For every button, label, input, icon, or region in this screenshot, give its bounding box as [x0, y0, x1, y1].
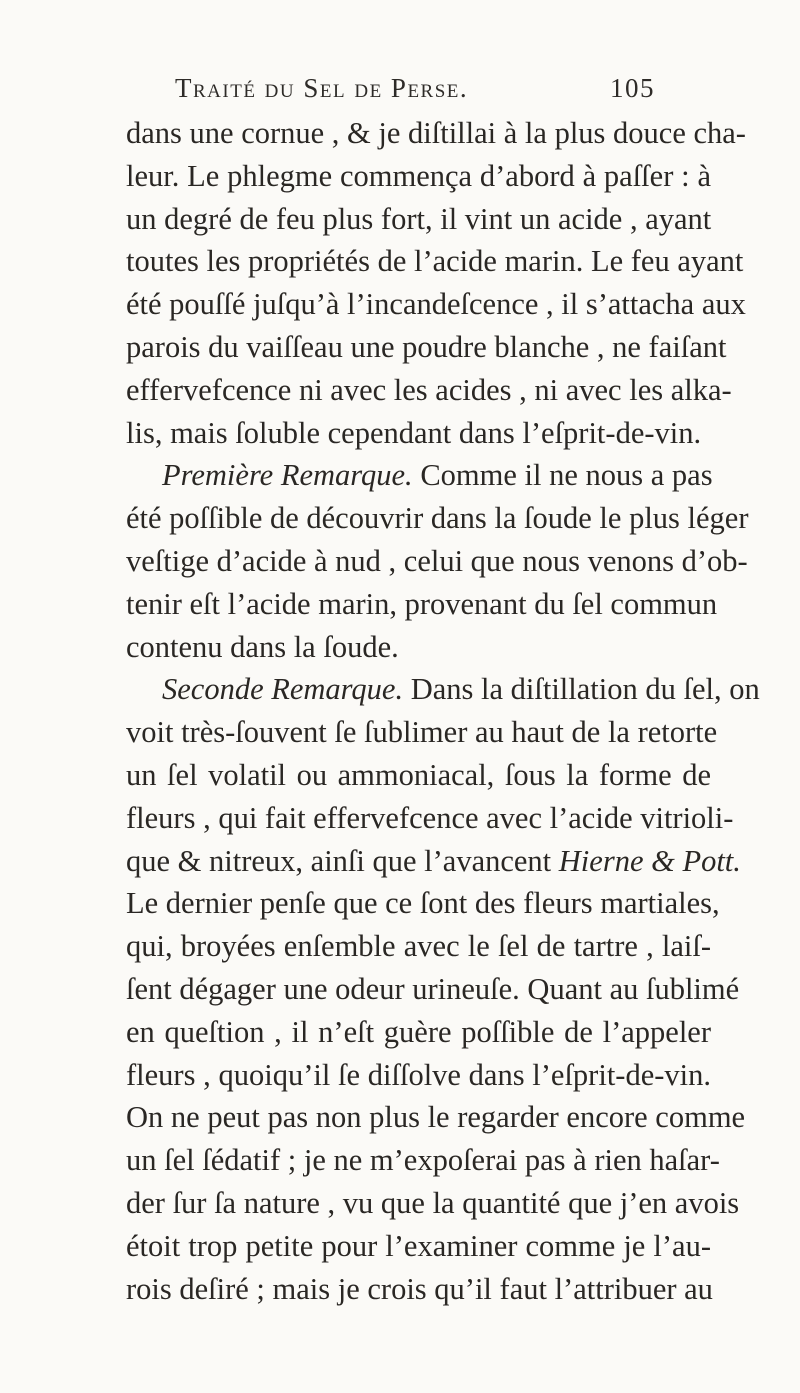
text-line: On ne peut pas non plus le regarder encore comme	[126, 1100, 746, 1135]
text-line: veſtige d’acide à nud , celui que nous venons d’ob-	[126, 543, 748, 578]
text-line: rois deſiré ; mais je crois qu’il faut l’attribuer au	[126, 1271, 713, 1306]
remark-heading-line	[126, 668, 760, 711]
running-title: Traité du Sel de Perse.	[175, 73, 469, 103]
text-line: der ſur ſa nature , vu que la quantité que j’en avois	[126, 1185, 740, 1220]
text-line: dans une cornue , & je diſtillai à la plus douce cha-	[126, 116, 746, 150]
page-number: 105	[610, 73, 655, 103]
text-line: un degré de feu plus fort, il vint un acide , ayant	[126, 201, 712, 236]
text-line: voit très-ſouvent ſe ſublimer au haut de la retorte	[126, 715, 718, 750]
text-line: Le dernier penſe que ce ſont des fleurs martiales,	[126, 886, 720, 921]
first-remark-label: Première Remarque.	[162, 458, 413, 493]
remark-heading-line	[126, 454, 711, 497]
text-line: été pouſſé juſqu’à l’incandeſcence , il s’attacha aux	[126, 287, 746, 322]
text-line: été poſſible de découvrir dans la ſoude le plus léger	[126, 501, 749, 536]
text-line: ſent dégager une odeur urineuſe. Quant au ſublimé	[126, 971, 740, 1006]
text-line: étoit trop petite pour l’examiner comme je l’au-	[126, 1228, 711, 1263]
text-line: fleurs , qui fait effervefcence avec l’acide vitrioli-	[126, 800, 734, 835]
first-remark-text: Comme il ne nous a pas	[412, 458, 713, 493]
text-line: un ſel ſédatif ; je ne m’expoſerai pas à rien haſar-	[126, 1143, 720, 1178]
text-segment: que & nitreux, ainſi que l’avancent	[126, 843, 552, 878]
text-line: contenu dans la ſoude.	[126, 629, 399, 664]
text-line: parois du vaiſſeau une poudre blanche , ne faiſant	[126, 329, 727, 364]
cited-authors: Hierne & Pott.	[558, 843, 741, 878]
second-remark-text: Dans la diſtillation du ſel, on	[403, 672, 760, 707]
running-header	[175, 72, 675, 104]
text-line: toutes les propriétés de l’acide marin. Le feu ayant	[126, 244, 744, 279]
text-line: lis, mais ſoluble cependant dans l’eſprit-de-vin.	[126, 415, 702, 450]
text-line: effervefcence ni avec les acides , ni avec les alka-	[126, 372, 732, 407]
text-line: en queſtion , il n’eſt guère poſſible de l’appeler	[126, 1014, 711, 1049]
text-line-with-authors	[126, 840, 741, 883]
text-line: fleurs , quoiqu’il ſe diſſolve dans l’eſprit-de-vin.	[126, 1057, 711, 1092]
text-line: leur. Le phlegme commença d’abord à paſſer : à	[126, 158, 711, 193]
text-line: un ſel volatil ou ammoniacal, ſous la forme de	[126, 757, 711, 792]
body-text	[126, 112, 760, 1310]
second-remark-label: Seconde Remarque.	[162, 672, 404, 707]
text-line: tenir eſt l’acide marin, provenant du ſel commun	[126, 586, 718, 621]
text-line: qui, broyées enſemble avec le ſel de tartre , laiſ-	[126, 929, 711, 964]
